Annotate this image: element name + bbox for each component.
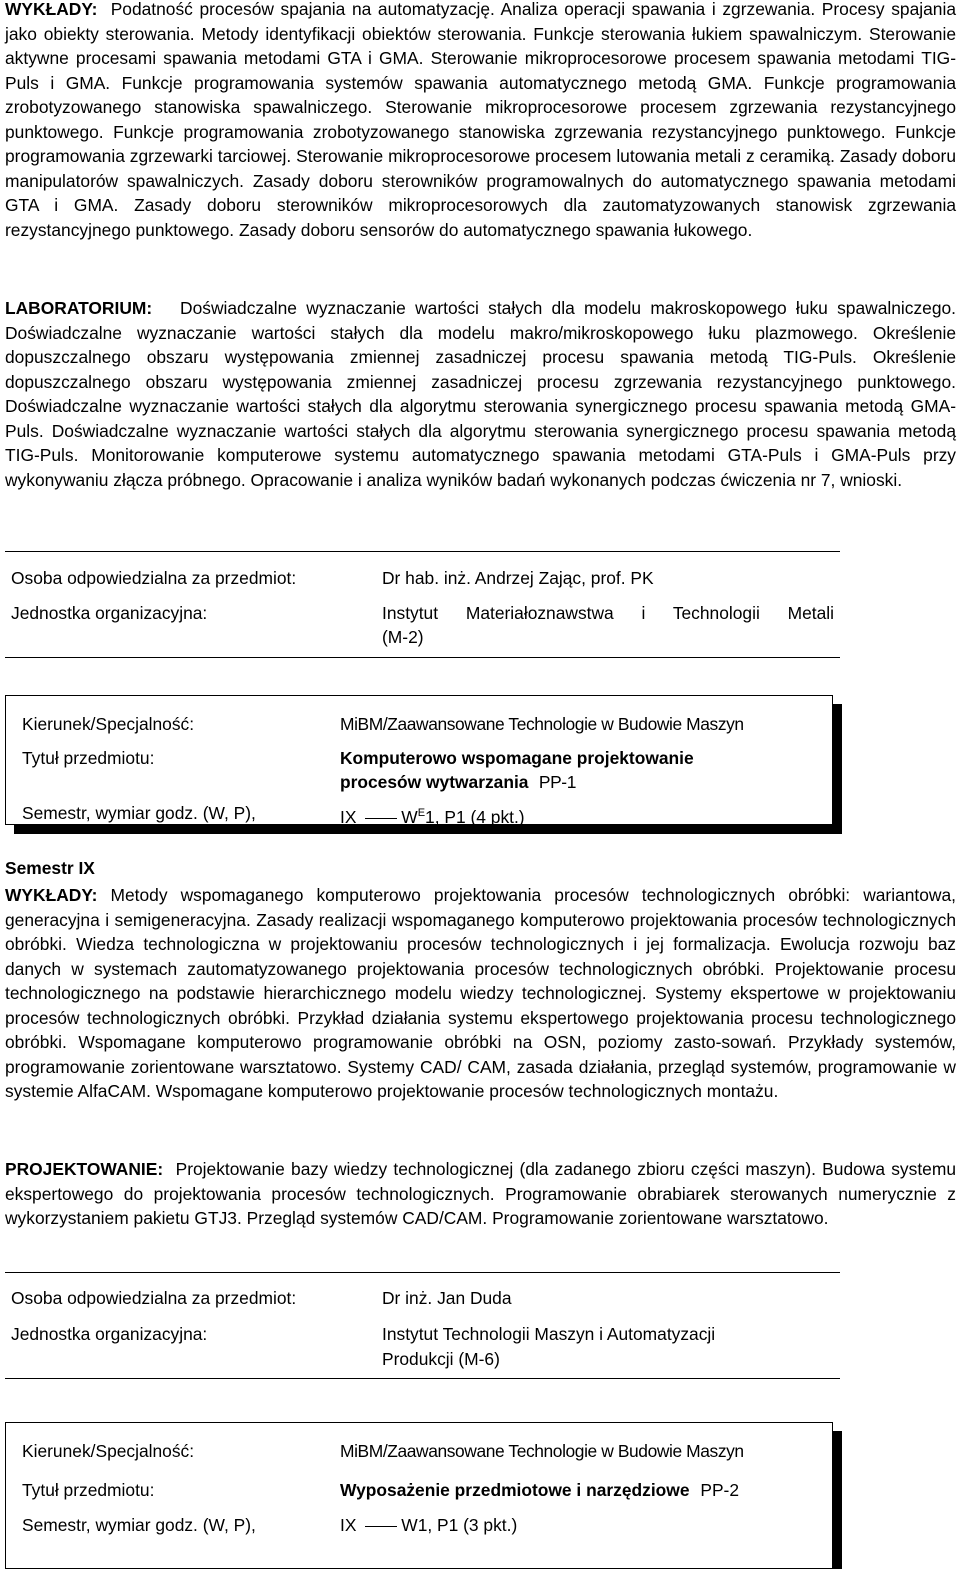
unit-label-1: Jednostka organizacyjna: [11, 603, 208, 623]
field-value-direction-2: MiBM/Zaawansowane Technologie w Budowie Maszyn [340, 1441, 744, 1461]
unit-value-1a: Instytut Materiałoznawstwa i Technologii Metali [382, 603, 834, 623]
divider-4 [5, 1378, 840, 1379]
field-value-code: PP-1 [538, 772, 576, 792]
unit-value-2b: Produkcji (M-6) [382, 1349, 500, 1369]
semester-hours: 1, P1 (4 pkt.) [425, 806, 525, 827]
lectures-label-2: WYKŁADY: [5, 885, 98, 905]
field-value-direction: MiBM/Zaawansowane Technologie w Budowie Maszyn [340, 714, 744, 734]
divider-1 [5, 551, 840, 552]
semester-hours-2: W1, P1 (3 pkt.) [401, 1515, 518, 1535]
responsible-label-2: Osoba odpowiedzialna za przedmiot: [11, 1288, 297, 1308]
design-text: Projektowanie bazy wiedzy technologicznej (dla zadanego zbioru części maszyn). Budowa systemu ekspertowego do projektowania procesów technologicznych. Programowanie obrabiarek sterowanych numerycznie z wykorzystaniem pakietu GTJ3. Przegląd systemów CAD/CAM. Programowanie zorientowane warsztatowo. [5, 1159, 956, 1228]
course-info-box-2 [5, 1422, 833, 1569]
laboratory-paragraph [5, 296, 956, 492]
unit-value-1b: (M-2) [382, 627, 424, 647]
semester-heading: Semestr IX [5, 858, 95, 878]
semester-number-2: IX [340, 1515, 357, 1535]
field-label-semester-2: Semestr, wymiar godz. (W, P), [22, 1515, 256, 1535]
field-value-title-3: Wyposażenie przedmiotowe i narzędziowe [340, 1480, 690, 1500]
lectures-label-1: WYKŁADY: [5, 0, 98, 19]
course-info-box-1 [5, 695, 833, 825]
laboratory-label: LABORATORIUM: [5, 298, 153, 318]
lectures-paragraph-1 [5, 0, 956, 242]
semester-w: W [401, 806, 418, 827]
field-value-title-2: procesów wytwarzania [340, 772, 529, 792]
responsible-value-2: Dr inż. Jan Duda [382, 1288, 512, 1308]
responsible-label-1: Osoba odpowiedzialna za przedmiot: [11, 568, 297, 588]
design-label: PROJEKTOWANIE: [5, 1159, 164, 1179]
laboratory-text: Doświadczalne wyznaczanie wartości stałych dla modelu makroskopowego łuku spawalniczego. Doświadczalne wyznaczanie wartości stałych dla modelu makro/mikroskopowego łuku plazmowego. Określenie dopuszczalnego obszaru występowania zmiennej zasadniczej procesu spawania metodą TIG-Puls. Określenie dopuszczalnego obszaru występowania zmiennej zasadniczej procesu zgrzewania rezystancyjnego punktowego. Doświadczalne wyznaczanie wartości stałych dla algorytmu sterowania synergicznego procesu spawania metodą GMA-Puls. Doświadczalne wyznaczanie wartości stałych dla algorytmu sterowania synergicznego procesu spawania metodą TIG-Puls. Monitorowanie komputerowe systemu automatycznego spawania metodami GTA-Puls i GMA-Puls przy wykonywaniu złącza próbnego. Opracowanie i analiza wyników badań wykonanych podczas ćwiczenia nr 7, wnioski. [5, 298, 957, 490]
lectures-paragraph-2 [5, 883, 956, 1104]
semester-exam-mark: E [417, 807, 426, 819]
field-label-title-2: Tytuł przedmiotu: [22, 1480, 155, 1500]
lectures-text-2: Metody wspomaganego komputerowo projektowania procesów technologicznych obróbki: wariantowa, generacyjna i semigeneracyjna. Zasady realizacji wspomaganego komputerowo projektowania procesów technologicznych obróbki. Wiedza technologiczna w projektowaniu procesów technologicznych i jej formalizacja. Ewolucja rozwoju baz danych w systemach zautomatyzowanego projektowania procesów technologicznych obróbki. Projektowanie procesu technologicznego na podstawie hierarchicznego modelu wiedzy technologicznej. Systemy ekspertowe w projektowaniu procesów technologicznych obróbki. Przykład działania systemu ekspertowego projektowania procesu technologicznego obróbki. Wspomagane komputerowo programowanie obróbki na OSN, poziomy zasto-sowań. Przykłady systemów, programowanie zorientowane warsztatowo. Systemy CAD/ CAM, zasada działania, przegląd systemów, programowanie w systemie AlfaCAM. Wspomagane komputerowo projektowanie procesów technologicznych montażu. [5, 885, 956, 1101]
field-value-title-line-2 [340, 771, 576, 793]
field-value-title-line [340, 1479, 739, 1501]
divider-2 [5, 657, 840, 658]
dash-line [365, 818, 397, 819]
field-label-semester: Semestr, wymiar godz. (W, P), [22, 803, 256, 823]
field-label-title: Tytuł przedmiotu: [22, 748, 155, 768]
field-value-title-1: Komputerowo wspomagane projektowanie [340, 748, 694, 768]
divider-3 [5, 1272, 840, 1273]
unit-value-2a: Instytut Technologii Maszyn i Automatyzacji [382, 1324, 716, 1344]
dash-line-2 [365, 1526, 397, 1527]
field-value-semester [340, 802, 525, 828]
design-paragraph [5, 1157, 956, 1231]
responsible-value-1: Dr hab. inż. Andrzej Zając, prof. PK [382, 568, 654, 588]
field-label-direction: Kierunek/Specjalność: [22, 714, 195, 734]
field-value-semester-2 [340, 1514, 517, 1536]
field-value-code-2: PP-2 [700, 1480, 740, 1500]
unit-label-2: Jednostka organizacyjna: [11, 1324, 208, 1344]
lectures-text-1: Podatność procesów spajania na automatyzację. Analiza operacji spawania i zgrzewania. Procesy spajania jako obiekty sterowania. Metody identyfikacji obiektów sterowania. Funkcje sterowania łukiem spawalniczym. Sterowanie aktywne procesami spawania metodami GTA i GMA. Sterowanie mikroprocesorowe procesem spawania metodami TIG-Puls i GMA. Funkcje programowania systemów spawania automatycznego metodą GMA. Funkcje programowania zrobotyzowanego stanowiska spawalniczego. Sterowanie mikroprocesorowe procesem zgrzewania rezystancyjnego punktowego. Funkcje programowania zrobotyzowanego stanowiska zgrzewania rezystancyjnego punktowego. Funkcje programowania zgrzewarki tarciowej. Sterowanie mikroprocesorowe procesem lutowania metali z ceramiką. Zasady doboru manipulatorów spawalniczych. Zasady doboru sterowników programowalnych do automatycznego spawania metodami GTA i GMA. Zasady doboru sterowników mikroprocesorowych dla zautomatyzowanych stanowisk zgrzewania rezystancyjnego punktowego. Zasady doboru sensorów do automatycznego spawania łukowego. [5, 0, 957, 240]
semester-number: IX [340, 806, 357, 827]
field-label-direction-2: Kierunek/Specjalność: [22, 1441, 195, 1461]
